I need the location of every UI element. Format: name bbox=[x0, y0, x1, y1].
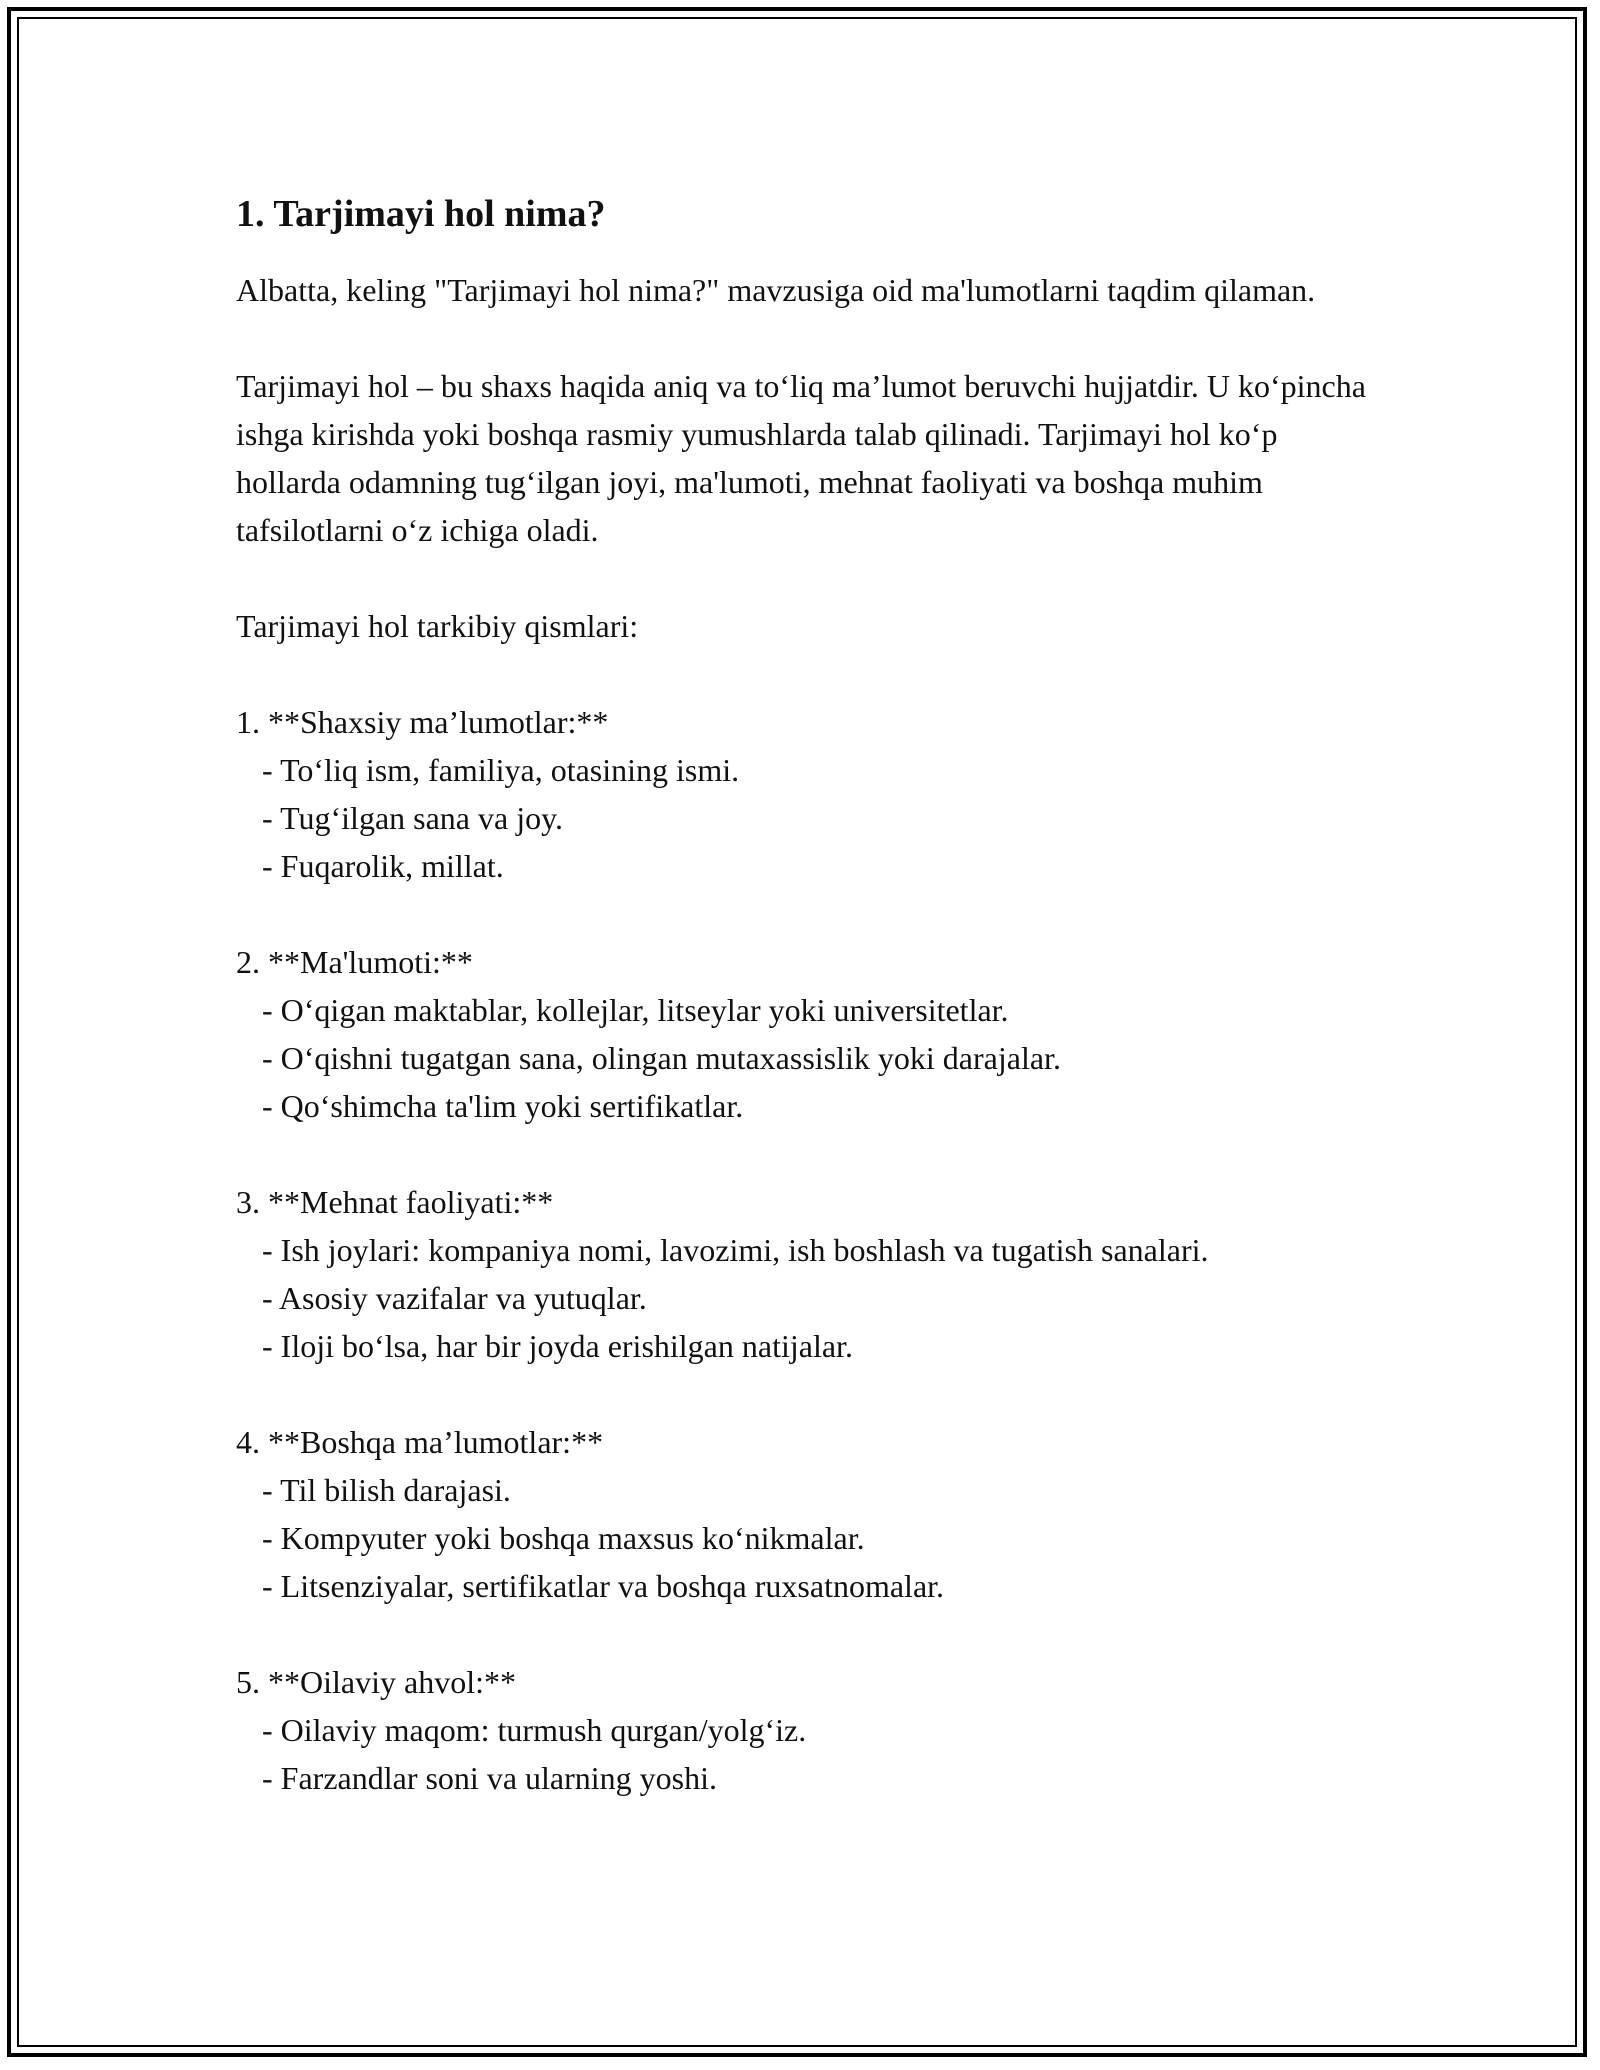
section-title: 1. **Shaxsiy ma’lumotlar:** bbox=[236, 704, 609, 740]
list-item: - Farzandlar soni va ularning yoshi. bbox=[262, 1760, 717, 1796]
list-item: - Litsenziyalar, sertifikatlar va boshqa ruxsatnomalar. bbox=[262, 1568, 945, 1604]
section-item-list bbox=[236, 1466, 1386, 1610]
list-item: - Qo‘shimcha ta'lim yoki sertifikatlar. bbox=[262, 1088, 744, 1124]
list-item: - Tug‘ilgan sana va joy. bbox=[262, 800, 564, 836]
section-family-status bbox=[236, 1658, 1386, 1802]
list-item: - O‘qishni tugatgan sana, olingan mutaxassislik yoki darajalar. bbox=[262, 1040, 1061, 1076]
list-item: - To‘liq ism, familiya, otasining ismi. bbox=[262, 752, 740, 788]
list-item: - Fuqarolik, millat. bbox=[262, 848, 504, 884]
section-item-list bbox=[236, 1226, 1386, 1370]
document-body bbox=[236, 186, 1386, 1850]
intro-paragraph: Albatta, keling "Tarjimayi hol nima?" mavzusiga oid ma'lumotlarni taqdim qilaman. bbox=[236, 272, 1316, 308]
section-other-info bbox=[236, 1418, 1386, 1610]
list-item: - Oilaviy maqom: turmush qurgan/yolg‘iz. bbox=[262, 1712, 807, 1748]
section-item-list bbox=[236, 746, 1386, 890]
section-title: 2. **Ma'lumoti:** bbox=[236, 944, 473, 980]
section-item-list bbox=[236, 986, 1386, 1130]
list-item: - Til bilish darajasi. bbox=[262, 1472, 511, 1508]
section-work-experience bbox=[236, 1178, 1386, 1370]
definition-paragraph: Tarjimayi hol – bu shaxs haqida aniq va to‘liq ma’lumot beruvchi hujjatdir. U ko‘pincha ishga kirishda yoki boshqa rasmiy yumushlarda talab qilinadi. Tarjimayi hol ko‘p hollarda odamning tug‘ilgan joyi, ma'lumoti, mehnat faoliyati va boshqa muhim tafsilotlarni o‘z ichiga oladi. bbox=[236, 368, 1366, 548]
list-item: - Kompyuter yoki boshqa maxsus ko‘nikmalar. bbox=[262, 1520, 865, 1556]
list-item: - Asosiy vazifalar va yutuqlar. bbox=[262, 1280, 647, 1316]
section-item-list bbox=[236, 1706, 1386, 1802]
section-title: 3. **Mehnat faoliyati:** bbox=[236, 1184, 554, 1220]
list-item: - O‘qigan maktablar, kollejlar, litseylar yoki universitetlar. bbox=[262, 992, 1009, 1028]
page-title: 1. Tarjimayi hol nima? bbox=[236, 193, 606, 235]
section-education bbox=[236, 938, 1386, 1130]
section-title: 5. **Oilaviy ahvol:** bbox=[236, 1664, 516, 1700]
section-title: 4. **Boshqa ma’lumotlar:** bbox=[236, 1424, 604, 1460]
list-item: - Ish joylari: kompaniya nomi, lavozimi, ish boshlash va tugatish sanalari. bbox=[262, 1232, 1209, 1268]
components-heading: Tarjimayi hol tarkibiy qismlari: bbox=[236, 608, 639, 644]
list-item: - Iloji bo‘lsa, har bir joyda erishilgan natijalar. bbox=[262, 1328, 853, 1364]
section-personal-info bbox=[236, 698, 1386, 890]
